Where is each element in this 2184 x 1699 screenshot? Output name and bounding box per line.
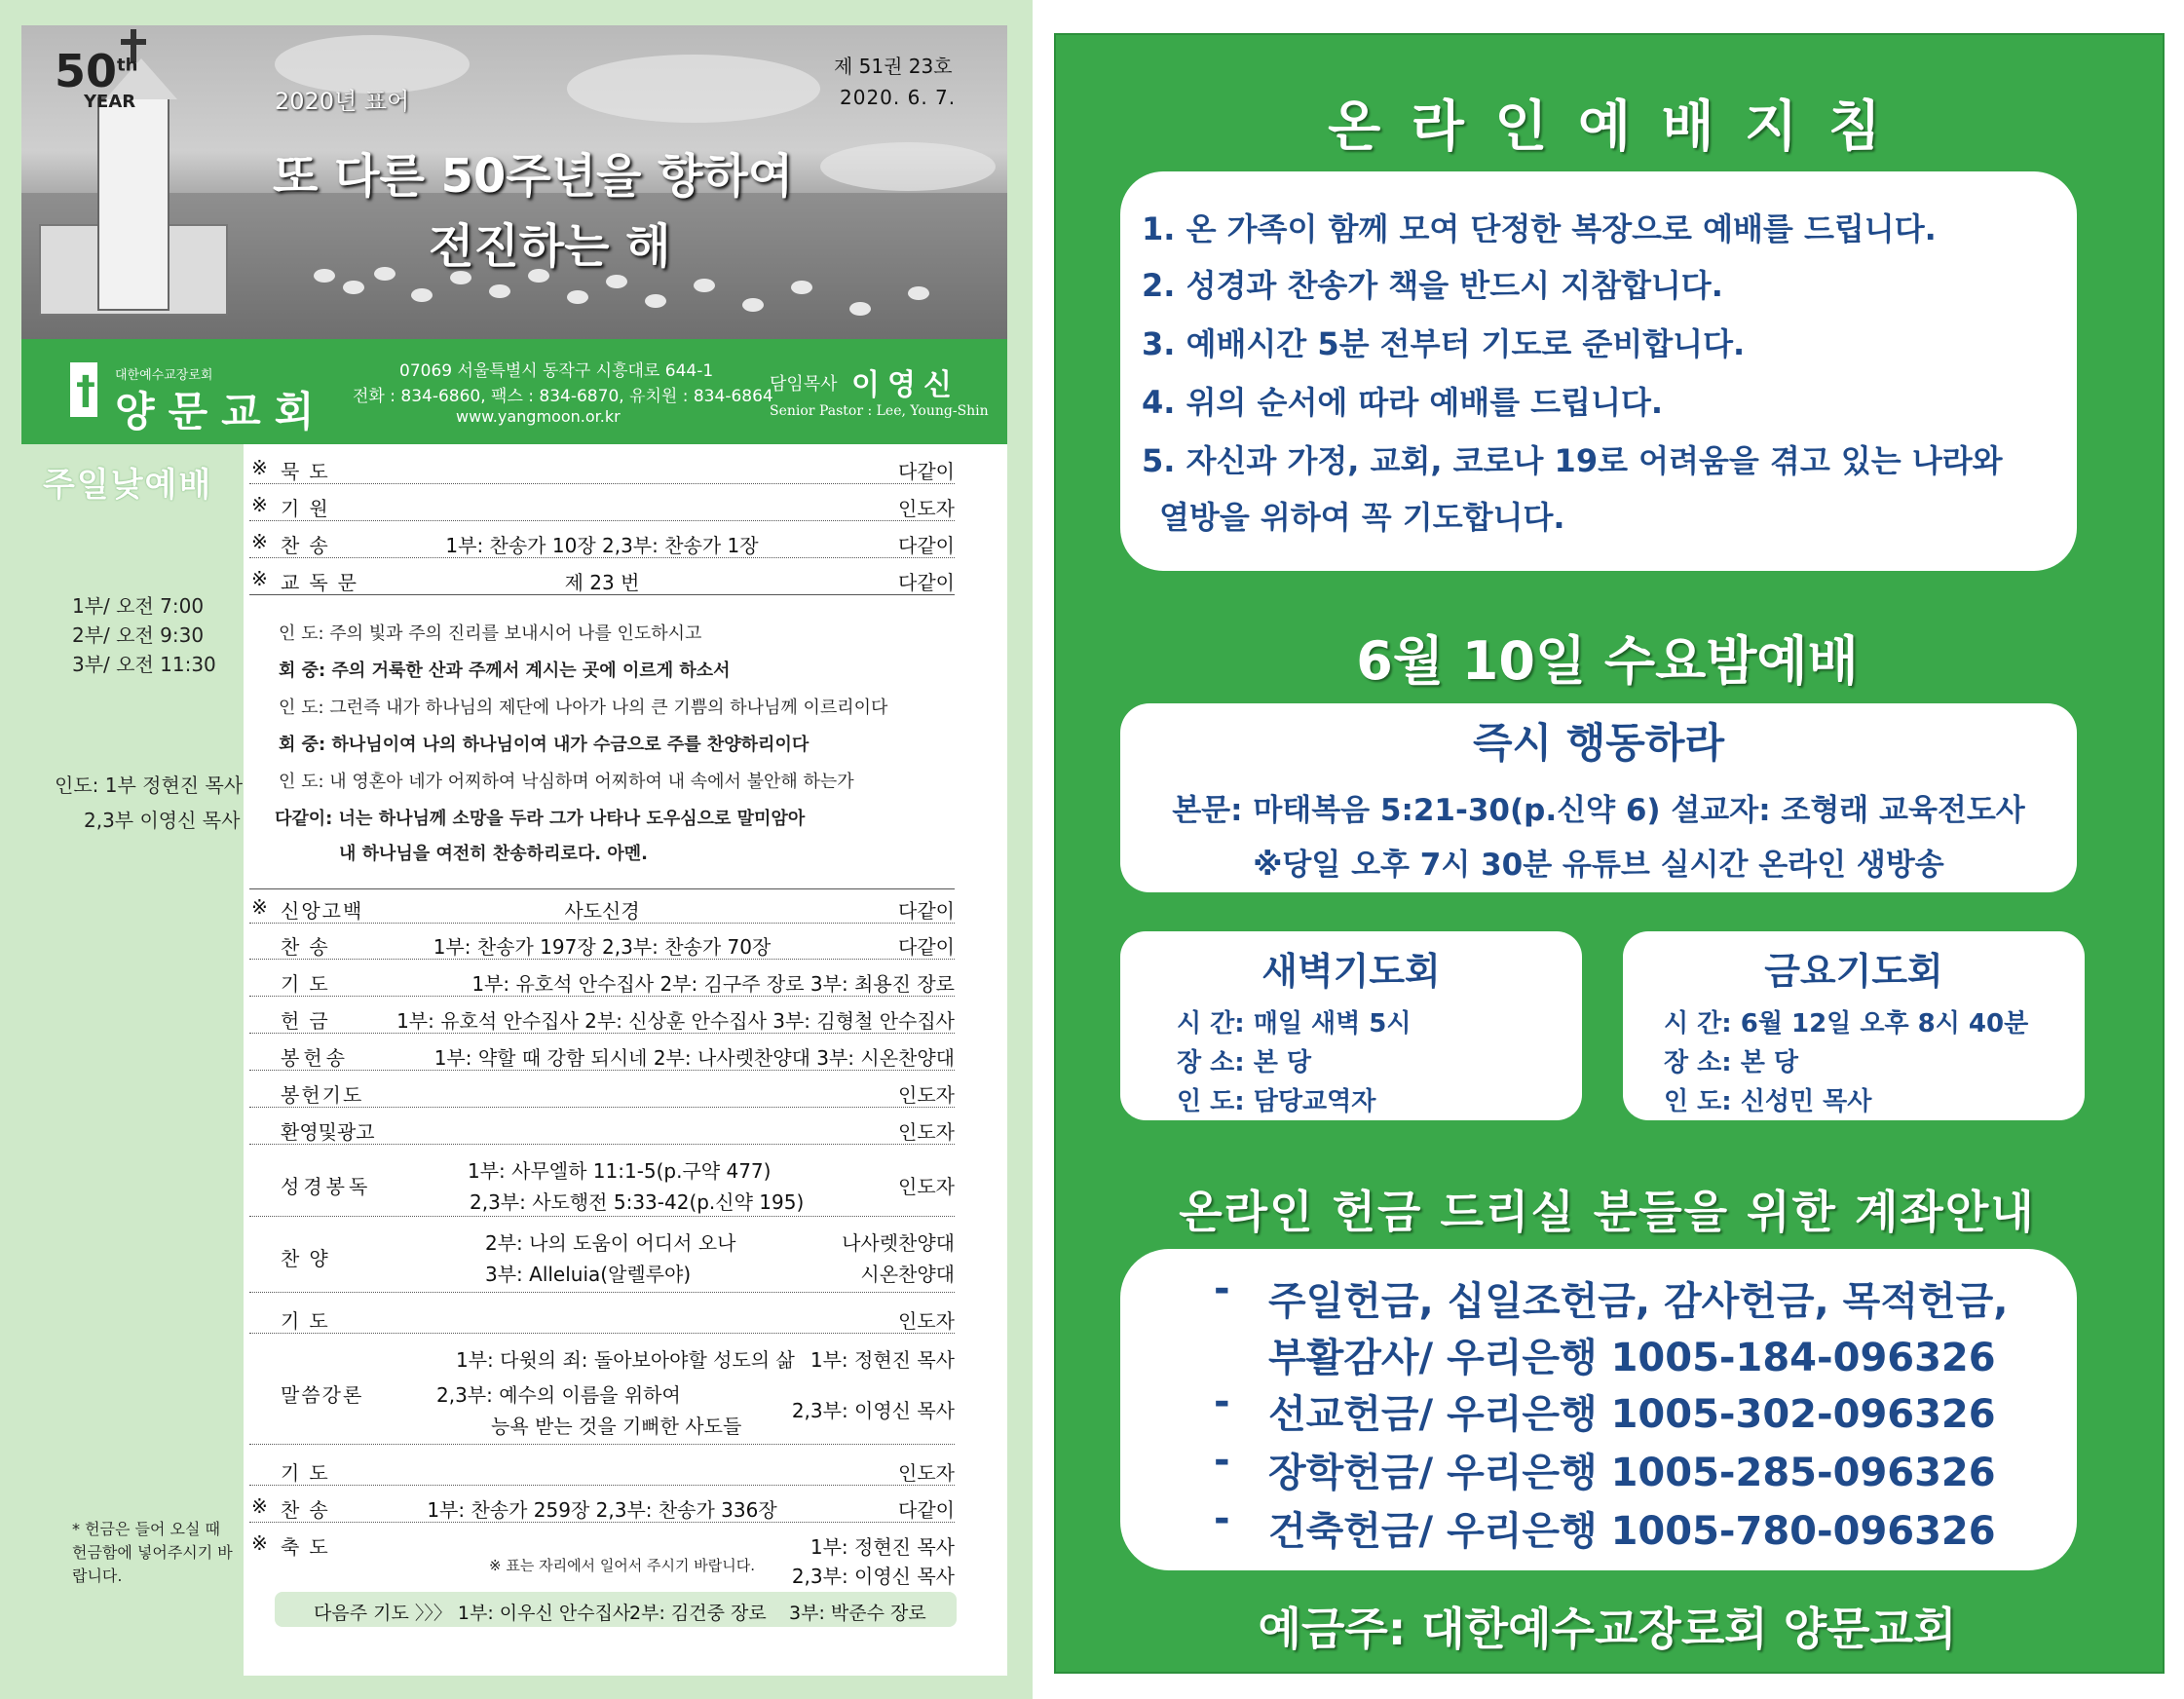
online-worship-title: 온 라 인 예 배 지 침 xyxy=(1328,95,1887,159)
order-row: ※ 찬송 1부: 찬송가 10장 2,3부: 찬송가 1장 다같이 xyxy=(249,524,955,558)
order-row: ※ 축도 1부: 정현진 목사 2,3부: 이영신 목사 xyxy=(251,1531,955,1588)
dash-icon: - xyxy=(1214,1438,1230,1483)
motto-line-1: 또 다른 50주년을 향하여 xyxy=(273,149,794,204)
friday-prayer-time: 시 간: 6월 12일 오후 8시 40분 xyxy=(1664,1009,2029,1038)
issue-date: 2020. 6. 7. xyxy=(840,86,957,109)
friday-prayer-leader: 인 도: 신성민 목사 xyxy=(1664,1087,1872,1116)
account-line: 선교헌금/ 우리은행 1005-302-096326 xyxy=(1268,1392,1996,1437)
church-logo-mark-icon: † xyxy=(76,368,95,413)
service-leader: 2,3부 이영신 목사 xyxy=(84,809,241,832)
responsive-reading-line: 인 도: 그런즉 내가 하나님의 제단에 나아가 나의 큰 기쁨의 하나님께 이르리이다 xyxy=(279,698,888,718)
offering-note: * 헌금은 들어 오실 때 헌금함에 넣어주시기 바랍니다. xyxy=(72,1520,233,1585)
account-line: 부활감사/ 우리은행 1005-184-096326 xyxy=(1268,1336,1996,1380)
responsive-reading-line: 내 하나님을 여전히 찬송하리로다. 아멘. xyxy=(339,844,648,864)
wednesday-broadcast: ※당일 오후 7시 30분 유튜브 실시간 온라인 생방송 xyxy=(1253,848,1944,883)
church-address: 07069 서울특별시 동작구 시흥대로 644-1 xyxy=(399,361,714,381)
service-time: 3부/ 오전 11:30 xyxy=(72,653,216,676)
responsive-reading-line: 인 도: 내 영혼아 네가 어찌하여 낙심하며 어찌하여 내 속에서 불안해 하는가 xyxy=(279,772,854,792)
order-row: 찬송 1부: 찬송가 197장 2,3부: 찬송가 70장 다같이 xyxy=(249,925,955,960)
denomination: 대한예수교장로회 xyxy=(115,368,213,383)
church-website: www.yangmoon.or.kr xyxy=(456,407,621,426)
church-name: 양문교회 xyxy=(115,388,328,435)
dawn-prayer-place: 장 소: 본 당 xyxy=(1177,1048,1312,1077)
service-leader: 인도: 1부 정현진 목사 xyxy=(55,774,244,797)
order-row: 봉헌송 1부: 약할 때 강함 되시네 2부: 나사렛찬양대 3부: 시온찬양대 xyxy=(249,1037,955,1071)
account-line: 장학헌금/ 우리은행 1005-285-096326 xyxy=(1268,1451,1996,1495)
order-row: 기도 인도자 xyxy=(249,1300,955,1334)
order-row: 기도 1부: 유호석 안수집사 2부: 김구주 장로 3부: 최용진 장로 xyxy=(249,963,955,997)
online-rule: 열방을 위하여 꼭 기도합니다. xyxy=(1159,499,1565,536)
pastor-name: 이영신 xyxy=(851,368,960,402)
order-row: ※ 교독문 제 23 번 다같이 xyxy=(249,561,955,595)
service-time: 1부/ 오전 7:00 xyxy=(72,594,205,618)
wednesday-text: 본문: 마태복음 5:21-30(p.신약 6) 설교자: 조형래 교육전도사 xyxy=(1172,793,2025,828)
pastor-english-name: Senior Pastor : Lee, Young-Shin xyxy=(770,403,989,419)
order-row: 성경봉독 1부: 사무엘하 11:1-5(p.구약 477) 2,3부: 사도행전 5:33-42(p.신약 195) 인도자 xyxy=(249,1148,955,1217)
responsive-reading-line: 인 도: 주의 빛과 주의 진리를 보내시어 나를 인도하시고 xyxy=(279,623,702,644)
online-rule: 4. 위의 순서에 따라 예배를 드립니다. xyxy=(1142,384,1664,421)
order-row: 환영및광고 인도자 xyxy=(249,1111,955,1145)
dawn-prayer-title: 새벽기도회 xyxy=(1261,950,1441,993)
account-line: 주일헌금, 십일조헌금, 감사헌금, 목적헌금, xyxy=(1268,1279,2009,1324)
friday-prayer-title: 금요기도회 xyxy=(1764,950,1943,993)
dash-icon: - xyxy=(1214,1379,1230,1424)
order-row: 말씀강론 1부: 다윗의 죄: 돌아보아야할 성도의 삶 2,3부: 예수의 이름을 위하여 능욕 받는 것을 기뻐한 사도들 1부: 정현진 목사 2,3부: 이영신 목사 xyxy=(249,1337,955,1445)
responsive-reading-line: 회 중: 하나님이여 나의 하나님이여 내가 수금으로 주를 찬양하리이다 xyxy=(279,735,810,755)
service-time: 2부/ 오전 9:30 xyxy=(72,623,205,647)
account-line: 건축헌금/ 우리은행 1005-780-096326 xyxy=(1268,1509,1996,1554)
online-rule: 3. 예배시간 5분 전부터 기도로 준비합니다. xyxy=(1142,325,1746,362)
motto-label: 2020년 표어 xyxy=(275,88,410,115)
anniversary-logo: 50th xyxy=(55,45,138,97)
friday-prayer-place: 장 소: 본 당 xyxy=(1664,1048,1799,1077)
order-row: ※ 신앙고백 사도신경 다같이 xyxy=(249,888,955,924)
church-tower-icon xyxy=(97,97,169,311)
church-phone: 전화 : 834-6860, 팩스 : 834-6870, 유치원 : 834-6864 xyxy=(353,387,773,406)
anniversary-year: YEAR xyxy=(84,92,136,112)
order-row: ※ 묵도 다같이 xyxy=(249,450,955,484)
pastor-label: 담임목사 xyxy=(770,374,838,395)
order-row: 찬양 2부: 나의 도움이 어디서 오나 3부: Alleluia(알렐루야) 나사렛찬양대 시온찬양대 xyxy=(249,1220,955,1293)
service-title: 주일낮예배 xyxy=(43,466,213,505)
dawn-prayer-time: 시 간: 매일 새벽 5시 xyxy=(1177,1009,1412,1038)
motto-line-2: 전진하는 해 xyxy=(429,219,671,274)
account-holder: 예금주: 대한예수교장로회 양문교회 xyxy=(1258,1603,1957,1655)
wednesday-title: 6월 10일 수요밤예배 xyxy=(1356,630,1859,692)
order-row: 봉헌기도 인도자 xyxy=(249,1074,955,1108)
order-row: ※ 기원 인도자 xyxy=(249,487,955,521)
wednesday-sermon-title: 즉시 행동하라 xyxy=(1472,719,1725,767)
order-row: 기도 인도자 xyxy=(249,1452,955,1486)
online-rule: 5. 자신과 가정, 교회, 코로나 19로 어려움을 겪고 있는 나라와 xyxy=(1142,442,2003,479)
dash-icon: - xyxy=(1214,1496,1230,1541)
next-week-prayer: 다음주 기도 〉〉〉 1부: 이우신 안수집사 2부: 김건중 장로 3부: 박준수 장로 xyxy=(275,1592,957,1627)
dash-icon: - xyxy=(1214,1266,1230,1311)
order-row: ※ 찬송 1부: 찬송가 259장 2,3부: 찬송가 336장 다같이 xyxy=(249,1489,955,1523)
stand-note: ※ 표는 자리에서 일어서 주시기 바랍니다. xyxy=(489,1557,756,1574)
issue-number: 제 51권 23호 xyxy=(834,55,953,78)
account-title: 온라인 헌금 드리실 분들을 위한 계좌안내 xyxy=(1179,1186,2036,1238)
online-rule: 1. 온 가족이 함께 모여 단정한 복장으로 예배를 드립니다. xyxy=(1142,210,1937,247)
dawn-prayer-leader: 인 도: 담당교역자 xyxy=(1177,1087,1376,1116)
order-row: 헌금 1부: 유호석 안수집사 2부: 신상훈 안수집사 3부: 김형철 안수집사 xyxy=(249,1000,955,1034)
responsive-reading-line: 회 중: 주의 거룩한 산과 주께서 계시는 곳에 이르게 하소서 xyxy=(279,661,731,681)
online-rule: 2. 성경과 찬송가 책을 반드시 지참합니다. xyxy=(1142,267,1723,304)
responsive-reading-line: 다같이: 너는 하나님께 소망을 두라 그가 나타나 도우심으로 말미암아 xyxy=(275,809,806,829)
